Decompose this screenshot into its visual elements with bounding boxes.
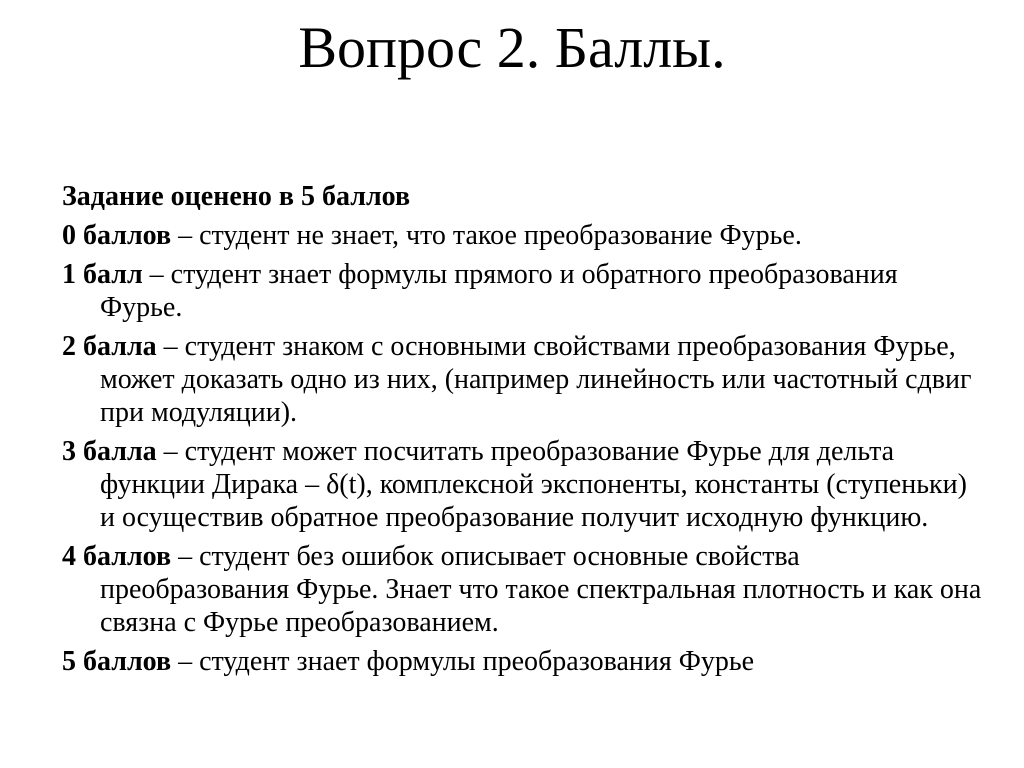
criterion-description: – студент без ошибок описывает основные свойства преобразования Фурье. Знает что такое спектральная плотность и как она связна с Фурье преобразованием. [100, 541, 982, 638]
slide-title: Вопрос 2. Баллы. [298, 15, 726, 80]
grading-criteria [62, 180, 982, 684]
criterion-score: 5 баллов [62, 646, 172, 677]
criterion-score: 0 баллов [62, 220, 172, 251]
criterion-description: – студент не знает, что такое преобразование Фурье. [171, 220, 802, 251]
criterion-score: 4 баллов [62, 541, 172, 572]
criterion-2-points [62, 330, 982, 429]
criterion-description: – студент знает формулы прямого и обратного преобразования Фурье. [100, 259, 898, 323]
criterion-score: 1 балл [62, 259, 143, 290]
criteria-heading: Задание оценено в 5 баллов [62, 181, 411, 212]
criterion-3-points [62, 435, 982, 534]
criterion-description: – студент знаком с основными свойствами преобразования Фурье, может доказать одно из них, (например линейность или частотный сдвиг при модуляции). [100, 331, 972, 428]
criterion-description: – студент знает формулы преобразования Фурье [171, 646, 755, 677]
criterion-4-points [62, 540, 982, 639]
criterion-5-points [62, 645, 982, 678]
criterion-0-points [62, 219, 982, 252]
criterion-description: – студент может посчитать преобразование Фурье для дельта функции Дирака – δ(t), комплексной экспоненты, константы (ступеньки) и осуществив обратное преобразование получит исходную функцию. [100, 436, 967, 533]
criterion-1-point [62, 258, 982, 324]
criterion-score: 3 балла [62, 436, 157, 467]
criterion-score: 2 балла [62, 331, 157, 362]
